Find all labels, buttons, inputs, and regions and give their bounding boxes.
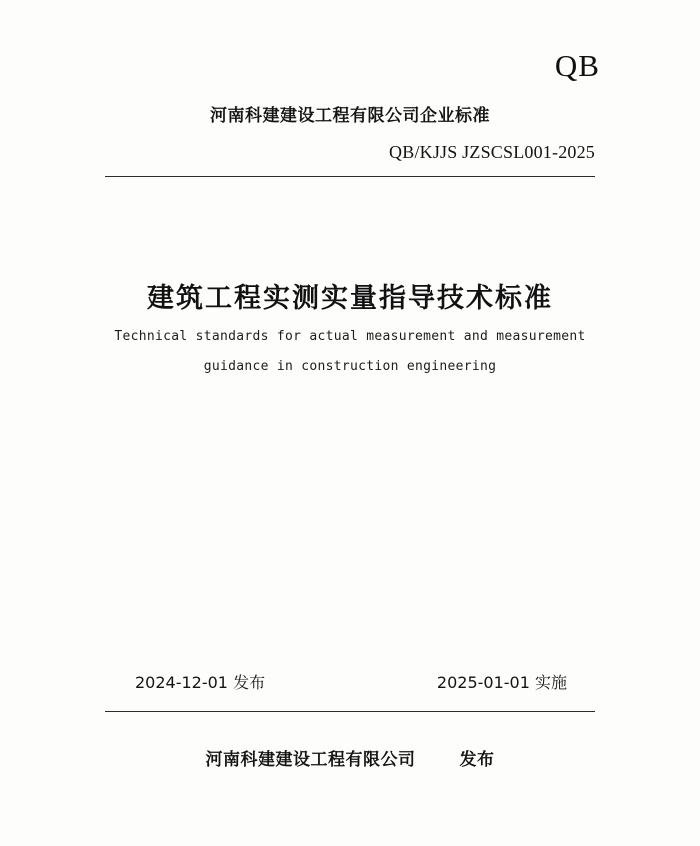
publisher-action: 发布 <box>459 750 495 770</box>
document-title-chinese: 建筑工程实测实量指导技术标准 <box>147 283 553 314</box>
header-divider <box>105 176 595 177</box>
effective-date: 2025-01-01 实施 <box>436 673 567 692</box>
company-standard-line: 河南科建建设工程有限公司企业标准 <box>210 106 490 126</box>
footer-divider <box>105 711 595 712</box>
document-title-english-line1: Technical standards for actual measurement and measurement <box>114 329 586 344</box>
document-title-english-line2: guidance in construction engineering <box>203 359 497 374</box>
publisher-row <box>0 745 700 770</box>
publisher-name: 河南科建建设工程有限公司 <box>205 750 416 770</box>
document-title-english <box>0 322 700 382</box>
standard-number: QB/KJJS JZSCSL001-2025 <box>389 142 595 162</box>
issue-date: 2024-12-01 发布 <box>135 673 266 692</box>
standard-mark: QB <box>554 48 600 83</box>
dates-row <box>105 670 595 693</box>
